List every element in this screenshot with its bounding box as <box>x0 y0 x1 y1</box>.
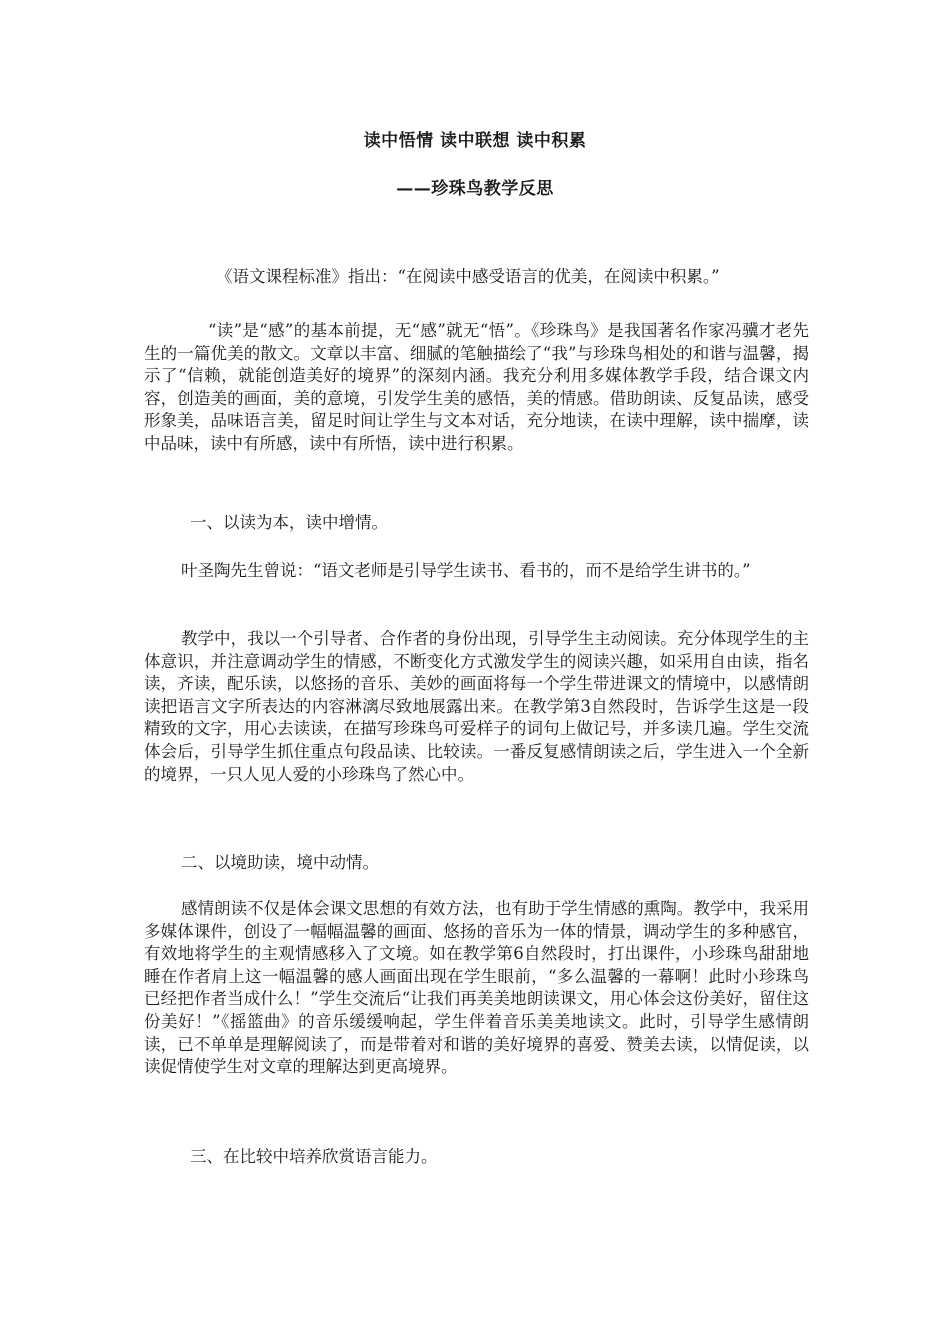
quote-paragraph: 《语文课程标准》指出：“在阅读中感受语言的优美，在阅读中积累。” <box>216 267 720 286</box>
intro-paragraph: “读”是“感”的基本前提，无“感”就无“悟”。《珍珠鸟》是我国著名作家冯骥才老先生的一篇优美的散文。文章以丰富、细腻的笔触描绘了“我”与珍珠鸟相处的和谐与温馨，揭示了“信赖，就能创造美好的境界”的深刻内涵。我充分利用多媒体教学手段，结合课文内容，创造美的画面，美的意境，引发学生美的感悟，美的情感。借助朗读、反复品读，感受形象美，品味语言美，留足时间让学生与文本对话，充分地读，在读中理解，读中揣摩，读中品味，读中有所感，读中有所悟，读中进行积累。 <box>144 321 809 453</box>
section-heading-1: 一、以读为本，读中增情。 <box>190 513 388 532</box>
section-heading-2: 二、以境助读，境中动情。 <box>181 853 379 872</box>
document-title: 读中悟情 读中联想 读中积累 <box>363 131 587 151</box>
document-subtitle: ——珍珠鸟教学反思 <box>396 179 554 199</box>
section-heading-3: 三、在比较中培养欣赏语言能力。 <box>190 1147 438 1166</box>
body-paragraph: 叶圣陶先生曾说：“语文老师是引导学生读书、看书的，而不是给学生讲书的。” <box>181 561 751 580</box>
body-paragraph: 教学中，我以一个引导者、合作者的身份出现，引导学生主动阅读。充分体现学生的主体意识，并注意调动学生的情感，不断变化方式激发学生的阅读兴趣，如采用自由读，指名读，齐读，配乐读，以悠扬的音乐、美妙的画面将每一个学生带进课文的情境中，以感情朗读把语言文字所表达的内容淋漓尽致地展露出来。在教学第3自然段时，告诉学生这是一段精致的文字，用心去读读，在描写珍珠鸟可爱样子的词句上做记号，并多读几遍。学生交流体会后，引导学生抓住重点句段品读、比较读。一番反复感情朗读之后，学生进入一个全新的境界，一只人见人爱的小珍珠鸟了然心中。 <box>144 629 809 784</box>
body-paragraph: 感情朗读不仅是体会课文思想的有效方法，也有助于学生情感的熏陶。教学中，我采用多媒体课件，创设了一幅幅温馨的画面、悠扬的音乐为一体的情景，调动学生的多种感官，有效地将学生的主观情感移入了文境。如在教学第6自然段时，打出课件，小珍珠鸟甜甜地睡在作者肩上这一幅温馨的感人画面出现在学生眼前，“多么温馨的一幕啊！此时小珍珠鸟已经把作者当成什么！”学生交流后“让我们再美美地朗读课文，用心体会这份美好，留住这份美好！”《摇篮曲》的音乐缓缓响起，学生伴着音乐美美地读文。此时，引导学生感情朗读，已不单单是理解阅读了，而是带着对和谐的美好境界的喜爱、赞美去读，以情促读，以读促情使学生对文章的理解达到更高境界。 <box>144 899 809 1077</box>
